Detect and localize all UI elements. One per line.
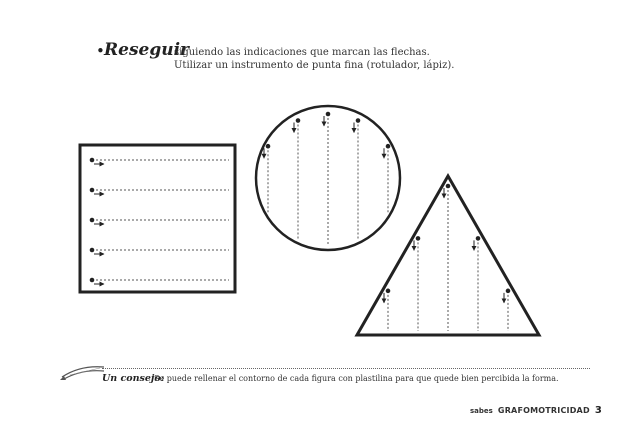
instruction-line-2: Utilizar un instrumento de punta fina (rotulador, lápiz). bbox=[174, 60, 455, 71]
square-figure bbox=[80, 145, 235, 292]
triangle-figure bbox=[357, 176, 539, 335]
tip-divider bbox=[102, 368, 590, 369]
bullet-dot: • bbox=[96, 42, 105, 60]
circle-guide-start-dot bbox=[296, 118, 301, 123]
tip-label: Un consejo: bbox=[102, 373, 165, 384]
tip-section bbox=[56, 356, 590, 386]
square-guide-start-dot bbox=[90, 248, 95, 253]
footer-series: GRAFOMOTRICIDAD bbox=[497, 406, 590, 415]
triangle-guide-start-dot bbox=[476, 236, 481, 241]
square-guide-start-dot bbox=[90, 188, 95, 193]
square-guides bbox=[90, 158, 229, 284]
footer-brand: sabes bbox=[470, 407, 493, 415]
circle-guide-start-dot bbox=[356, 118, 361, 123]
triangle-guide-start-dot bbox=[446, 184, 451, 189]
tip-text: Se puede rellenar el contorno de cada figura con plastilina para que quede bien percibida la forma. bbox=[154, 374, 559, 383]
page-footer bbox=[470, 398, 602, 417]
instruction-line-1: siguiendo las indicaciones que marcan las flechas. bbox=[174, 47, 430, 58]
triangle-guide-start-dot bbox=[386, 289, 391, 294]
circle-guide-start-dot bbox=[326, 112, 331, 117]
circle-guide-start-dot bbox=[386, 144, 391, 149]
square-guide-start-dot bbox=[90, 158, 95, 163]
page-number: 3 bbox=[594, 405, 602, 416]
circle-figure bbox=[256, 106, 400, 250]
square-guide-start-dot bbox=[90, 218, 95, 223]
triangle-guide-start-dot bbox=[506, 289, 511, 294]
instruction-title: Reseguir bbox=[104, 40, 189, 60]
square-guide-start-dot bbox=[90, 278, 95, 283]
circle-guide-start-dot bbox=[266, 144, 271, 149]
circle-guides bbox=[264, 112, 390, 246]
square-outline bbox=[80, 145, 235, 292]
triangle-guide-start-dot bbox=[416, 236, 421, 241]
